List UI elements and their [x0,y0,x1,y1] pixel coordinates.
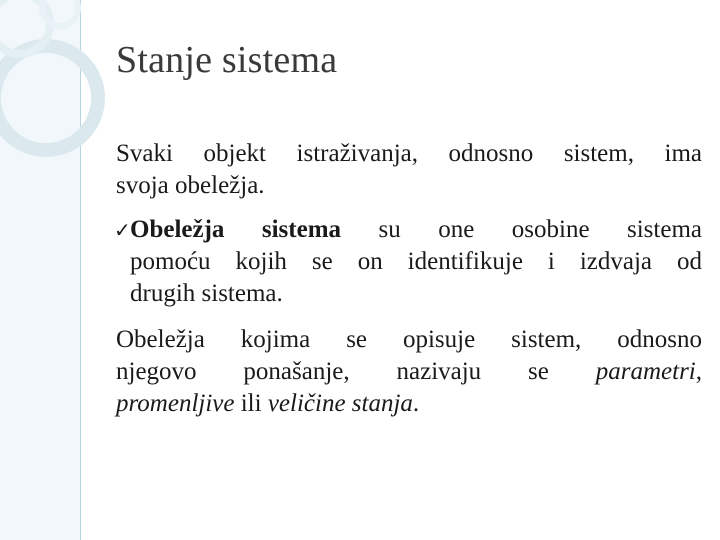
paragraph-intro-line1: Svaki objekt istraživanja, odnosno sistem, ima [116,140,702,167]
paragraph-intro [116,138,702,202]
paragraph-parameters-line3 [116,388,702,420]
line3-ili: ili [234,390,268,417]
bullet-line1-rest: su one osobine sistema [341,216,702,243]
line3-period: . [412,390,420,417]
line2-plain: njegovo ponašanje, nazivaju se [116,358,596,385]
term-parametri: parametri, [595,358,702,385]
paragraph-parameters [116,324,702,420]
bullet-line2: pomoću kojih se on identifikuje i izdvaja od [130,248,702,275]
bullet-line1 [130,214,702,246]
bullet-content [130,214,702,310]
term-promenljive: promenljive [116,390,235,417]
slide-title: Stanje sistema [116,39,338,81]
bullet-item [116,214,702,310]
bullet-line3: drugih sistema. [130,280,283,307]
checkmark-icon: ✓ [114,218,131,242]
paragraph-parameters-line2 [116,356,702,388]
paragraph-intro-line2: svoja obeležja. [116,172,265,199]
term-velicine-stanja: veličine stanja [267,390,413,417]
bullet-bold-term: Obeležja sistema [130,216,342,243]
paragraph-parameters-line1: Obeležja kojima se opisuje sistem, odnosno [116,326,702,353]
